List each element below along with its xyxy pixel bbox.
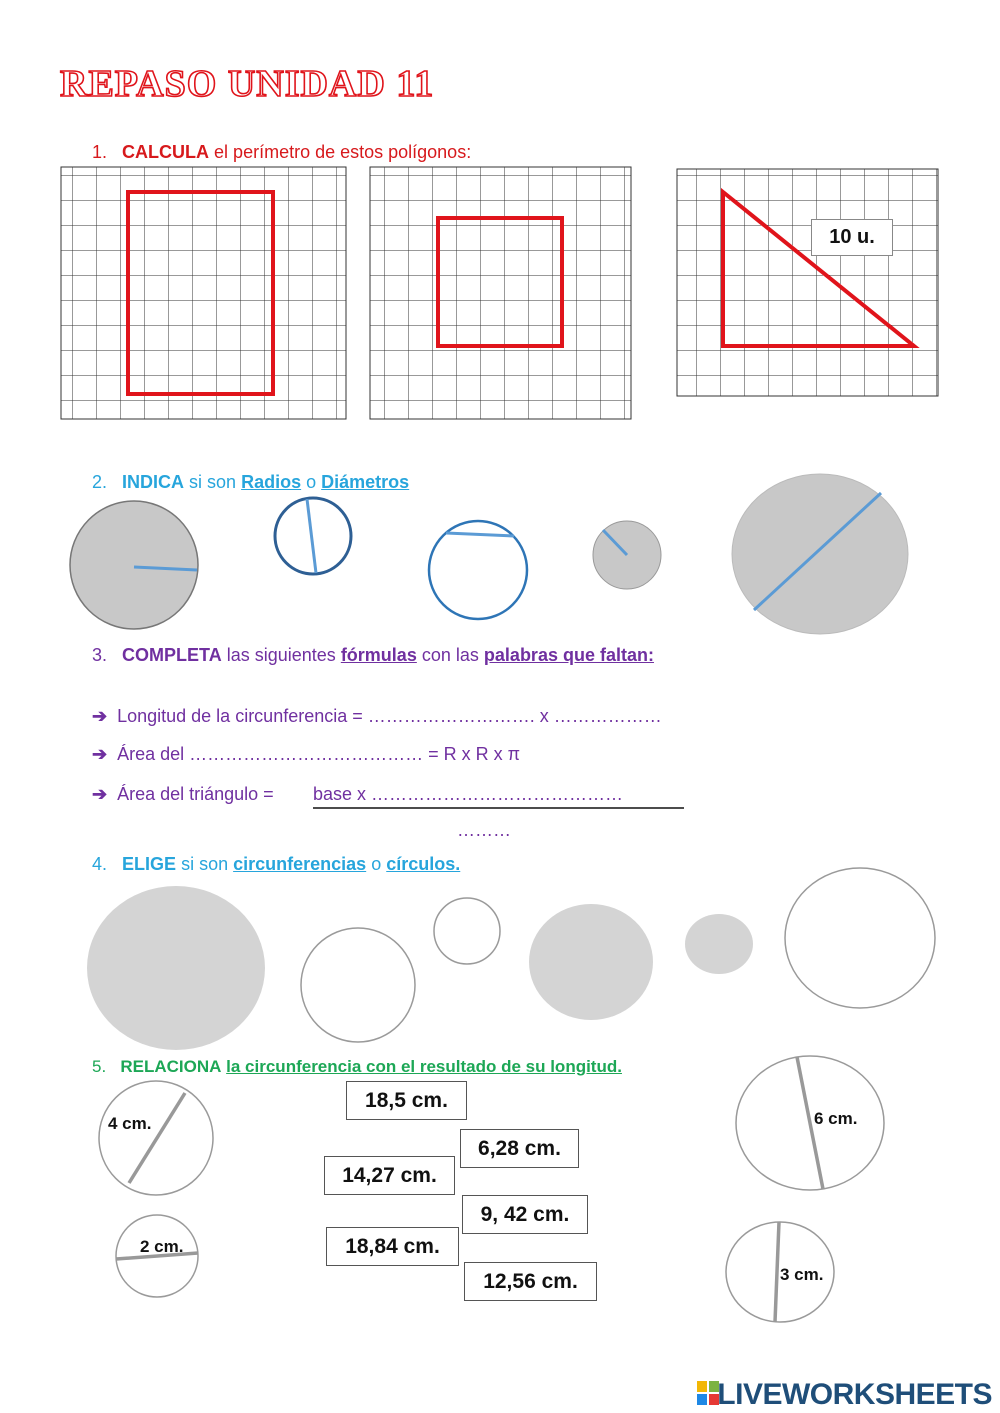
question-1-verb: CALCULA: [122, 142, 210, 162]
page-title: REPASO UNIDAD 11: [60, 63, 435, 105]
question-2-verb: INDICA: [122, 472, 185, 492]
question-1-text: el perímetro de estos polígonos:: [214, 142, 472, 162]
formula-triangle-area: [92, 784, 274, 805]
circle-vs-circumference: [87, 868, 935, 1050]
arrow-icon: ➔: [92, 784, 108, 804]
question-3-word-formulas: fórmulas: [340, 645, 417, 665]
shape-circle-1: [87, 886, 265, 1050]
circle-radius-1: [70, 501, 198, 629]
formula-circle-area: [92, 744, 520, 765]
shape-circle-2: [529, 904, 653, 1020]
formula-triangle-denominator[interactable]: ………: [457, 820, 511, 840]
question-3-number: 3.: [92, 645, 108, 665]
answer-box-12-56[interactable]: 12,56 cm.: [464, 1262, 597, 1301]
question-2-text2: o: [306, 472, 317, 492]
formula-circumference-text[interactable]: Longitud de la circunferencia = ………………………. x ………………: [117, 706, 662, 726]
question-2-word-diametros: Diámetros: [321, 472, 410, 492]
formula-circle-area-text[interactable]: Área del ………………………………… = R x R x π: [117, 744, 521, 764]
shape-circle-3: [685, 914, 753, 974]
question-5-text: la circunferencia con el resultado de su longitud.: [226, 1057, 622, 1076]
question-4-verb: ELIGE: [122, 854, 177, 874]
liveworksheets-brand[interactable]: LIVEWORKSHEETS: [717, 1378, 992, 1411]
question-3-verb: COMPLETA: [122, 645, 222, 665]
circle-label-4cm: 4 cm.: [108, 1114, 152, 1133]
answer-box-6-28[interactable]: 6,28 cm.: [460, 1129, 579, 1168]
grid-triangle: [677, 169, 938, 396]
question-4-number: 4.: [92, 854, 108, 874]
answer-box-9-42[interactable]: 9, 42 cm.: [462, 1195, 588, 1234]
question-4-word-circunferencias: circunferencias: [233, 854, 367, 874]
question-2: [92, 472, 409, 493]
circle-diameter-2: [732, 474, 908, 634]
arrow-icon: ➔: [92, 706, 108, 726]
answer-box-14-27[interactable]: 14,27 cm.: [324, 1156, 455, 1195]
formula-circumference: [92, 706, 662, 727]
circle-label-3cm: 3 cm.: [780, 1265, 824, 1284]
circle-label-6cm: 6 cm.: [814, 1109, 858, 1128]
question-3-text1: las siguientes: [226, 645, 336, 665]
question-5-verb: RELACIONA: [120, 1057, 222, 1076]
question-5: [92, 1057, 622, 1077]
shape-circumference-2: [434, 898, 500, 964]
radius-diameter-circles: [70, 474, 908, 634]
formula-triangle-prefix: Área del triángulo =: [117, 784, 274, 804]
arrow-icon: ➔: [92, 744, 108, 764]
answer-box-18-5[interactable]: 18,5 cm.: [346, 1081, 467, 1120]
answer-box-18-84[interactable]: 18,84 cm.: [326, 1227, 459, 1266]
grid-rectangle: [61, 167, 346, 419]
question-2-word-radios: Radios: [241, 472, 302, 492]
question-5-number: 5.: [92, 1057, 107, 1076]
question-3-text2: con las: [421, 645, 479, 665]
question-2-text1: si son: [189, 472, 237, 492]
question-4-word-circulos: círculos.: [386, 854, 461, 874]
shape-circumference-1: [301, 928, 415, 1042]
question-3-word-missing: palabras que faltan:: [483, 645, 654, 665]
circle-label-2cm: 2 cm.: [140, 1237, 184, 1256]
question-1-number: 1.: [92, 142, 108, 162]
triangle-side-label: 10 u.: [811, 219, 893, 256]
question-4-text2: o: [371, 854, 382, 874]
formula-triangle-numerator[interactable]: base x ……………………………………: [313, 784, 624, 804]
liveworksheets-logo-icon: [697, 1381, 719, 1405]
shape-circumference-3: [785, 868, 935, 1008]
question-4: [92, 854, 460, 875]
question-2-number: 2.: [92, 472, 108, 492]
question-3: [92, 645, 654, 666]
grid-square: [370, 167, 631, 419]
question-4-text1: si son: [181, 854, 229, 874]
